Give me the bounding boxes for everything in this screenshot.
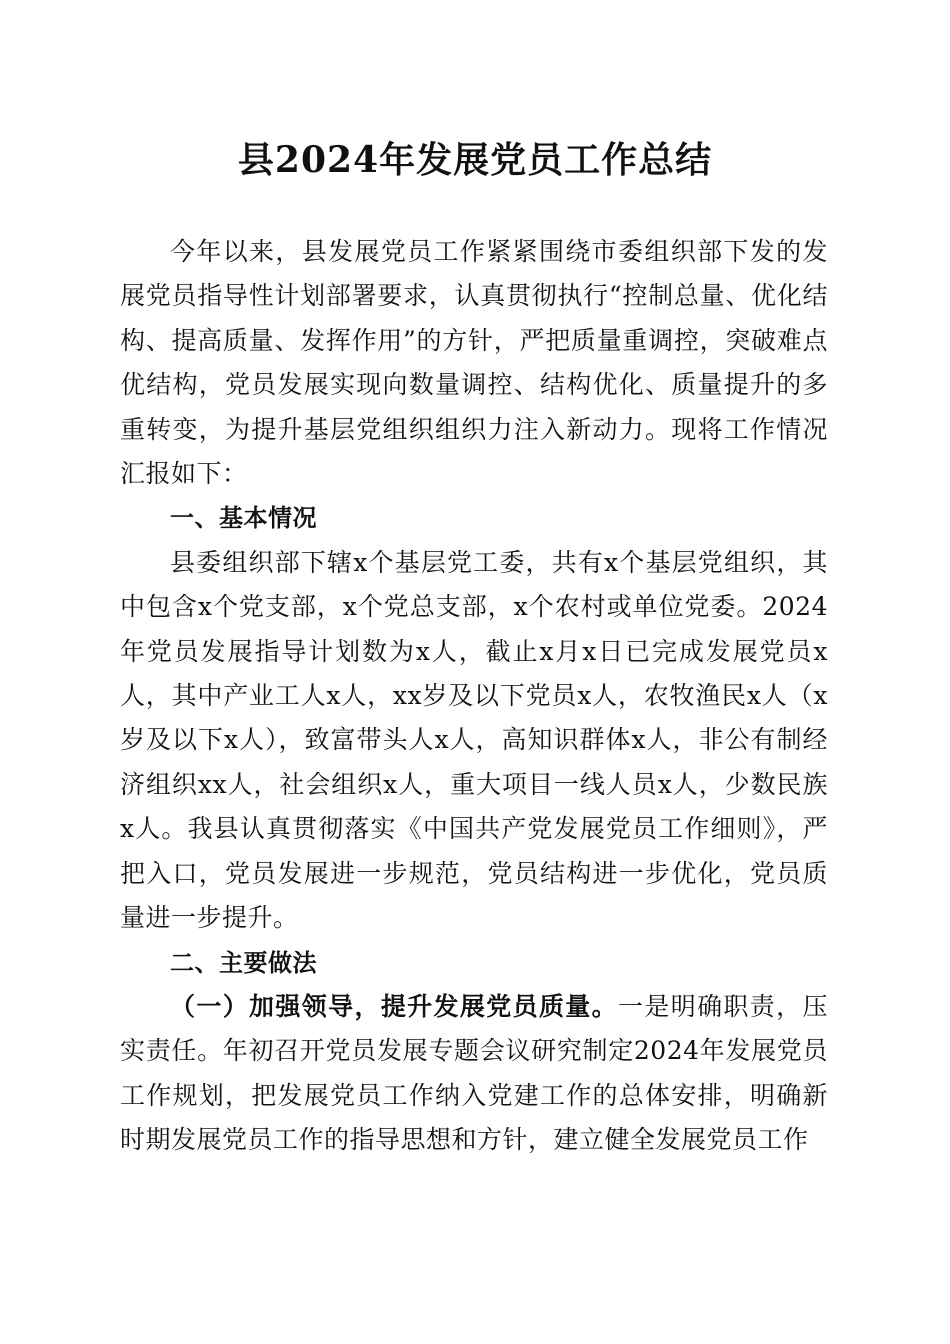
subsection-lead: （一）加强领导，提升发展党员质量。 (170, 991, 619, 1021)
section-heading-main-practices: 二、主要做法 (170, 948, 317, 977)
intro-paragraph: 今年以来，县发展党员工作紧紧围绕市委组织部下发的发展党员指导性计划部署要求，认真贯彻执行“控制总量、优化结构、提高质量、发挥作用”的方针，严把质量重调控，突破难点优结构，党员发展实现向数量调控、结构优化、质量提升的多重转变，为提升基层党组织组织力注入新动力。现将工作情况汇报如下： (120, 237, 828, 489)
subsection-text: 一是明确职责，压实责任。年初召开党员发展专题会议研究制定2024年发展党员工作规划，把发展党员工作纳入党建工作的总体安排，明确新时期发展党员工作的指导思想和方针，建立健全发展党员工作 (120, 991, 828, 1155)
section-heading-basic-situation: 一、基本情况 (170, 504, 317, 533)
document-title: 县2024年发展党员工作总结 (237, 139, 713, 181)
subsection-paragraph (120, 985, 828, 1163)
basic-situation-paragraph: 县委组织部下辖x个基层党工委，共有x个基层党组织，其中包含x个党支部，x个党总支部，x个农村或单位党委。2024年党员发展指导计划数为x人，截止x月x日已完成发展党员x人，其中产业工人x人，xx岁及以下党员x人，农牧渔民x人（x岁及以下x人），致富带头人x人，高知识群体x人，非公有制经济组织xx人，社会组织x人，重大项目一线人员x人，少数民族x人。我县认真贯彻落实《中国共产党发展党员工作细则》，严把入口，党员发展进一步规范，党员结构进一步优化，党员质量进一步提升。 (120, 547, 828, 933)
document-body (120, 230, 828, 1163)
